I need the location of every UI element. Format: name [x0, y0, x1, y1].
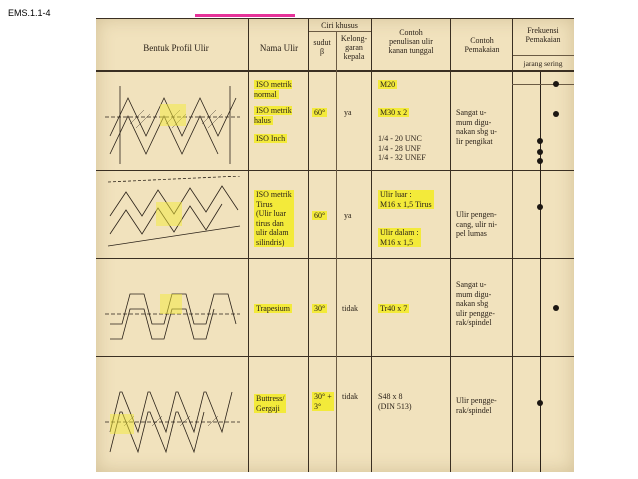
- frequency-dot: [537, 400, 543, 406]
- thread-name-iso-inch: ISO Inch: [256, 134, 286, 143]
- sudut-value: 30° + 3°: [314, 392, 332, 411]
- kelonggaran-value: tidak: [342, 392, 358, 401]
- col-line-penulisan: [450, 18, 451, 472]
- example-m20: M20: [380, 80, 396, 89]
- frekuensi-subheader-line: [512, 55, 574, 56]
- header-jarang-sering: jarang sering: [523, 59, 563, 68]
- row-separator-1: [96, 170, 574, 171]
- frequency-dot: [537, 149, 543, 155]
- table-border-top: [96, 18, 574, 19]
- sudut-value: 60°: [314, 108, 326, 117]
- col-line-sudut: [336, 31, 337, 472]
- example-ulir-luar: Ulir luar : M16 x 1,5 Tirus: [380, 190, 432, 209]
- sudut-value: 60°: [314, 211, 326, 220]
- example-inch: 1/4 - 20 UNC 1/4 - 28 UNF 1/4 - 32 UNEF: [378, 134, 426, 162]
- thread-name-iso-metrik-halus: ISO metrik halus: [254, 106, 292, 125]
- sudut-value: 30°: [314, 304, 326, 313]
- highlight-stroke: [195, 14, 295, 17]
- col-line-name: [308, 18, 309, 472]
- usage-row-3: Sangat u- mum digu- nakan sbg ulir pengge- rak/spindel: [456, 280, 495, 327]
- usage-row-1: Sangat u- mum digu- nakan sbg u- lir pengikat: [456, 108, 497, 146]
- usage-row-4: Ulir pengge- rak/spindel: [456, 396, 497, 415]
- example-tr40x7: Tr40 x 7: [380, 304, 408, 313]
- ciri-subheader-line: [308, 31, 371, 32]
- header-contoh-pemakaian: Contoh Pemakaian: [464, 36, 500, 54]
- header-name: Nama Ulir: [259, 43, 299, 53]
- header-frekuensi: Frekuensi Pemakaian: [525, 26, 561, 44]
- iso-tapered-profile-drawing: [100, 176, 246, 256]
- kelonggaran-value: ya: [344, 108, 352, 117]
- col-line-pemakaian: [512, 18, 513, 472]
- frequency-dot: [553, 305, 559, 311]
- kelonggaran-value: ya: [344, 211, 352, 220]
- frequency-dot: [553, 81, 559, 87]
- frequency-dot: [553, 111, 559, 117]
- header-separator: [96, 70, 574, 72]
- buttress-profile-drawing: [100, 362, 246, 468]
- thread-name-iso-tirus: ISO metrik Tirus (Ulir luar tirus dan ulir dalam silindris): [256, 190, 292, 247]
- example-ulir-dalam: Ulir dalam : M16 x 1,5: [380, 228, 419, 247]
- row-separator-3: [96, 356, 574, 357]
- frequency-dot: [537, 138, 543, 144]
- scanned-table: [96, 18, 574, 472]
- row-separator-2: [96, 258, 574, 259]
- thread-name-trapesium: Trapesium: [256, 304, 290, 313]
- example-m30x2: M30 x 2: [380, 108, 408, 117]
- frequency-axis-line: [540, 72, 541, 472]
- usage-row-2: Ulir pengen- cang, ulir ni- pel lumas: [456, 210, 498, 238]
- frequency-dot: [537, 158, 543, 164]
- header-ciri: Ciri khusus: [321, 21, 358, 30]
- frequency-dot: [537, 204, 543, 210]
- col-line-ciri: [371, 18, 372, 472]
- col-line-profile: [248, 18, 249, 472]
- header-contoh-penulisan: Contoh penulisan ulir kanan tunggal: [388, 28, 434, 55]
- header-profile: Bentuk Profil Ulir: [143, 43, 209, 53]
- header-sudut: sudut β: [313, 38, 331, 56]
- trapezoidal-profile-drawing: [100, 264, 246, 354]
- header-kelonggaran: Kelong- garan kepala: [340, 34, 368, 61]
- thread-name-buttress: Buttress/ Gergaji: [256, 394, 285, 413]
- thread-name-iso-metrik-normal: ISO metrik normal: [254, 80, 292, 99]
- kelonggaran-value: tidak: [342, 304, 358, 313]
- example-s48x8: S48 x 8 (DIN 513): [378, 392, 412, 411]
- document-label: EMS.1.1-4: [8, 8, 51, 18]
- iso-metric-profile-drawing: [100, 76, 246, 168]
